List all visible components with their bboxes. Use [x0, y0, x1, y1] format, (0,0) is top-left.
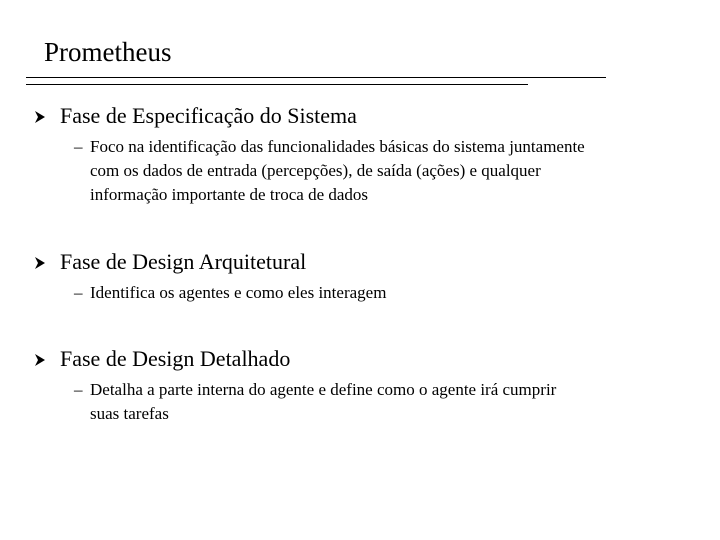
bullet-item [34, 102, 357, 130]
bullet-item [34, 345, 290, 373]
title-rule-long [26, 77, 606, 78]
sub-bullet [74, 135, 694, 207]
sub-bullet-text: suas tarefas [90, 404, 169, 423]
sub-bullet [74, 378, 694, 426]
bullet-heading: Fase de Design Arquitetural [60, 249, 307, 274]
arrow-bullet-icon [34, 256, 46, 270]
sub-bullet-text: informação importante de troca de dados [90, 185, 369, 204]
bullet-heading: Fase de Especificação do Sistema [60, 103, 357, 128]
sub-bullet-text: Identifica os agentes e como eles interagem [90, 283, 387, 302]
dash-marker: – [74, 380, 83, 399]
dash-marker: – [74, 283, 83, 302]
sub-bullet [74, 281, 694, 305]
dash-marker: – [74, 137, 83, 156]
sub-bullet-text: Detalha a parte interna do agente e define como o agente irá cumprir [90, 380, 557, 399]
title-rule-short [26, 84, 528, 85]
bullet-item [34, 248, 306, 276]
arrow-bullet-icon [34, 353, 46, 367]
bullet-heading: Fase de Design Detalhado [60, 346, 291, 371]
sub-bullet-text: Foco na identificação das funcionalidades básicas do sistema juntamente [90, 137, 585, 156]
arrow-bullet-icon [34, 110, 46, 124]
slide-title: Prometheus [44, 37, 172, 67]
sub-bullet-text: com os dados de entrada (percepções), de saída (ações) e qualquer [90, 161, 541, 180]
